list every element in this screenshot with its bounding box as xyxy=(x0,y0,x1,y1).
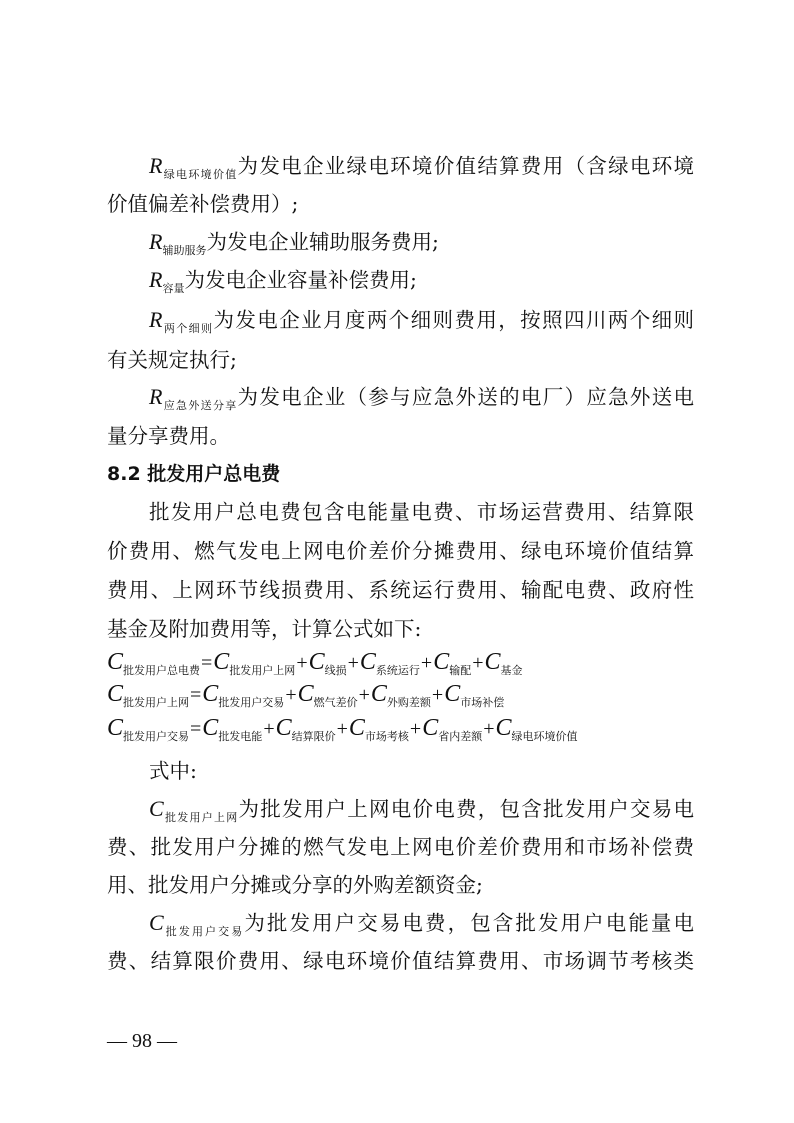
equals-sign: = xyxy=(201,652,213,674)
definition-text: 为发电企业辅助服务费用; xyxy=(206,230,439,254)
formula-variable: C xyxy=(495,715,512,741)
formula-variable: C xyxy=(444,681,461,707)
plus-sign: + xyxy=(472,652,484,674)
definition-text: 为批发用户上网电价电费，包含批发用户交易电 xyxy=(238,797,695,821)
formula-subscript: 绿电环境价值 xyxy=(511,730,578,743)
symbol: R xyxy=(149,229,163,254)
equals-sign: = xyxy=(190,684,202,706)
definition-continuation: 量分享费用。 xyxy=(107,424,230,448)
formula-variable: C xyxy=(370,681,387,707)
symbol-subscript: 应急外送分享 xyxy=(162,399,238,412)
section-heading: 8.2 批发用户总电费 xyxy=(107,463,281,485)
plus-sign: + xyxy=(483,718,495,740)
plus-sign: + xyxy=(420,652,433,674)
formula-subscript: 批发用户上网 xyxy=(123,696,190,709)
formula-variable: C xyxy=(359,649,376,675)
symbol-subscript: 两个细则 xyxy=(162,322,214,335)
symbol-subscript: 辅助服务 xyxy=(162,244,207,257)
plus-sign: + xyxy=(409,718,422,740)
intro-line: 价费用、燃气发电上网电价差价分摊费用、绿电环境价值结算 xyxy=(107,539,694,563)
plus-sign: + xyxy=(347,652,359,674)
symbol: C xyxy=(149,910,164,935)
symbol: C xyxy=(149,796,164,821)
symbol-subscript: 绿电环境价值 xyxy=(162,168,238,181)
plus-sign: + xyxy=(336,718,348,740)
formula-variable: C xyxy=(107,681,124,707)
formula-variable: C xyxy=(297,681,314,707)
definition-line xyxy=(149,306,694,343)
formula-subscript: 结算限价 xyxy=(291,730,336,743)
definition-text: 为发电企业容量补偿费用; xyxy=(184,268,417,292)
definition-continuation: 费、结算限价费用、绿电环境价值结算费用、市场调节考核类 xyxy=(107,949,694,973)
formula-variable: C xyxy=(484,649,501,675)
formula-subscript: 输配 xyxy=(449,664,472,677)
symbol: R xyxy=(149,384,163,409)
symbol-subscript: 批发用户上网 xyxy=(163,811,239,824)
formula-subscript: 系统运行 xyxy=(375,664,420,677)
symbol-subscript: 容量 xyxy=(162,282,185,295)
formula-variable: C xyxy=(202,681,219,707)
definition-line xyxy=(149,909,694,946)
plus-sign: + xyxy=(263,718,275,740)
plus-sign: + xyxy=(431,684,444,706)
formula-variable: C xyxy=(213,649,230,675)
symbol: R xyxy=(149,153,163,178)
formula-subscript: 省内差额 xyxy=(438,730,483,743)
formula-subscript: 批发用户上网 xyxy=(229,664,296,677)
definition-continuation: 有关规定执行; xyxy=(107,348,237,372)
definition-continuation: 用、批发用户分摊或分享的外购差额资金; xyxy=(107,873,483,897)
formula-subscript: 批发用户总电费 xyxy=(123,664,201,677)
definition-line xyxy=(149,152,694,189)
definition-continuation: 价值偏差补偿费用）; xyxy=(107,192,299,216)
formula xyxy=(107,714,578,751)
definition-line xyxy=(149,266,694,303)
plus-sign: + xyxy=(358,684,370,706)
formula-subscript: 批发电能 xyxy=(218,730,263,743)
symbol: R xyxy=(149,307,163,332)
formula-variable: C xyxy=(433,649,450,675)
intro-line: 批发用户总电费包含电能量电费、市场运营费用、结算限 xyxy=(149,500,694,524)
formula-variable: C xyxy=(107,649,124,675)
formula-variable: C xyxy=(422,715,439,741)
formula-variable: C xyxy=(308,649,325,675)
formula-variable: C xyxy=(348,715,365,741)
symbol-subscript: 批发用户交易 xyxy=(163,925,245,938)
where-label: 式中: xyxy=(149,759,197,783)
equals-sign: = xyxy=(190,718,202,740)
definition-text: 为发电企业月度两个细则费用，按照四川两个细则 xyxy=(213,308,695,332)
formula-variable: C xyxy=(275,715,292,741)
page-number: — 98 — xyxy=(107,1030,177,1052)
definition-text: 为发电企业绿电环境价值结算费用（含绿电环境 xyxy=(237,154,695,178)
formula-subscript: 市场补偿 xyxy=(460,696,505,709)
definition-line xyxy=(149,228,694,265)
definition-line xyxy=(149,795,694,832)
formula-variable: C xyxy=(202,715,219,741)
formula-subscript: 市场考核 xyxy=(364,730,409,743)
formula xyxy=(107,680,504,717)
plus-sign: + xyxy=(285,684,297,706)
symbol: R xyxy=(149,267,163,292)
intro-line: 基金及附加费用等，计算公式如下: xyxy=(107,617,422,641)
plus-sign: + xyxy=(296,652,308,674)
definition-text: 为发电企业（参与应急外送的电厂）应急外送电 xyxy=(237,385,695,409)
formula-subscript: 外购差额 xyxy=(386,696,431,709)
definition-continuation: 费、批发用户分摊的燃气发电上网电价差价费用和市场补偿费 xyxy=(107,835,694,859)
formula-subscript: 线损 xyxy=(324,664,347,677)
formula-subscript: 燃气差价 xyxy=(313,696,358,709)
formula-subscript: 批发用户交易 xyxy=(218,696,285,709)
definition-text: 为批发用户交易电费，包含批发用户电能量电 xyxy=(244,911,695,935)
intro-line: 费用、上网环节线损费用、系统运行费用、输配电费、政府性 xyxy=(107,578,694,602)
formula-subscript: 基金 xyxy=(500,664,523,677)
formula-subscript: 批发用户交易 xyxy=(123,730,190,743)
definition-line xyxy=(149,383,694,420)
formula-variable: C xyxy=(107,715,124,741)
